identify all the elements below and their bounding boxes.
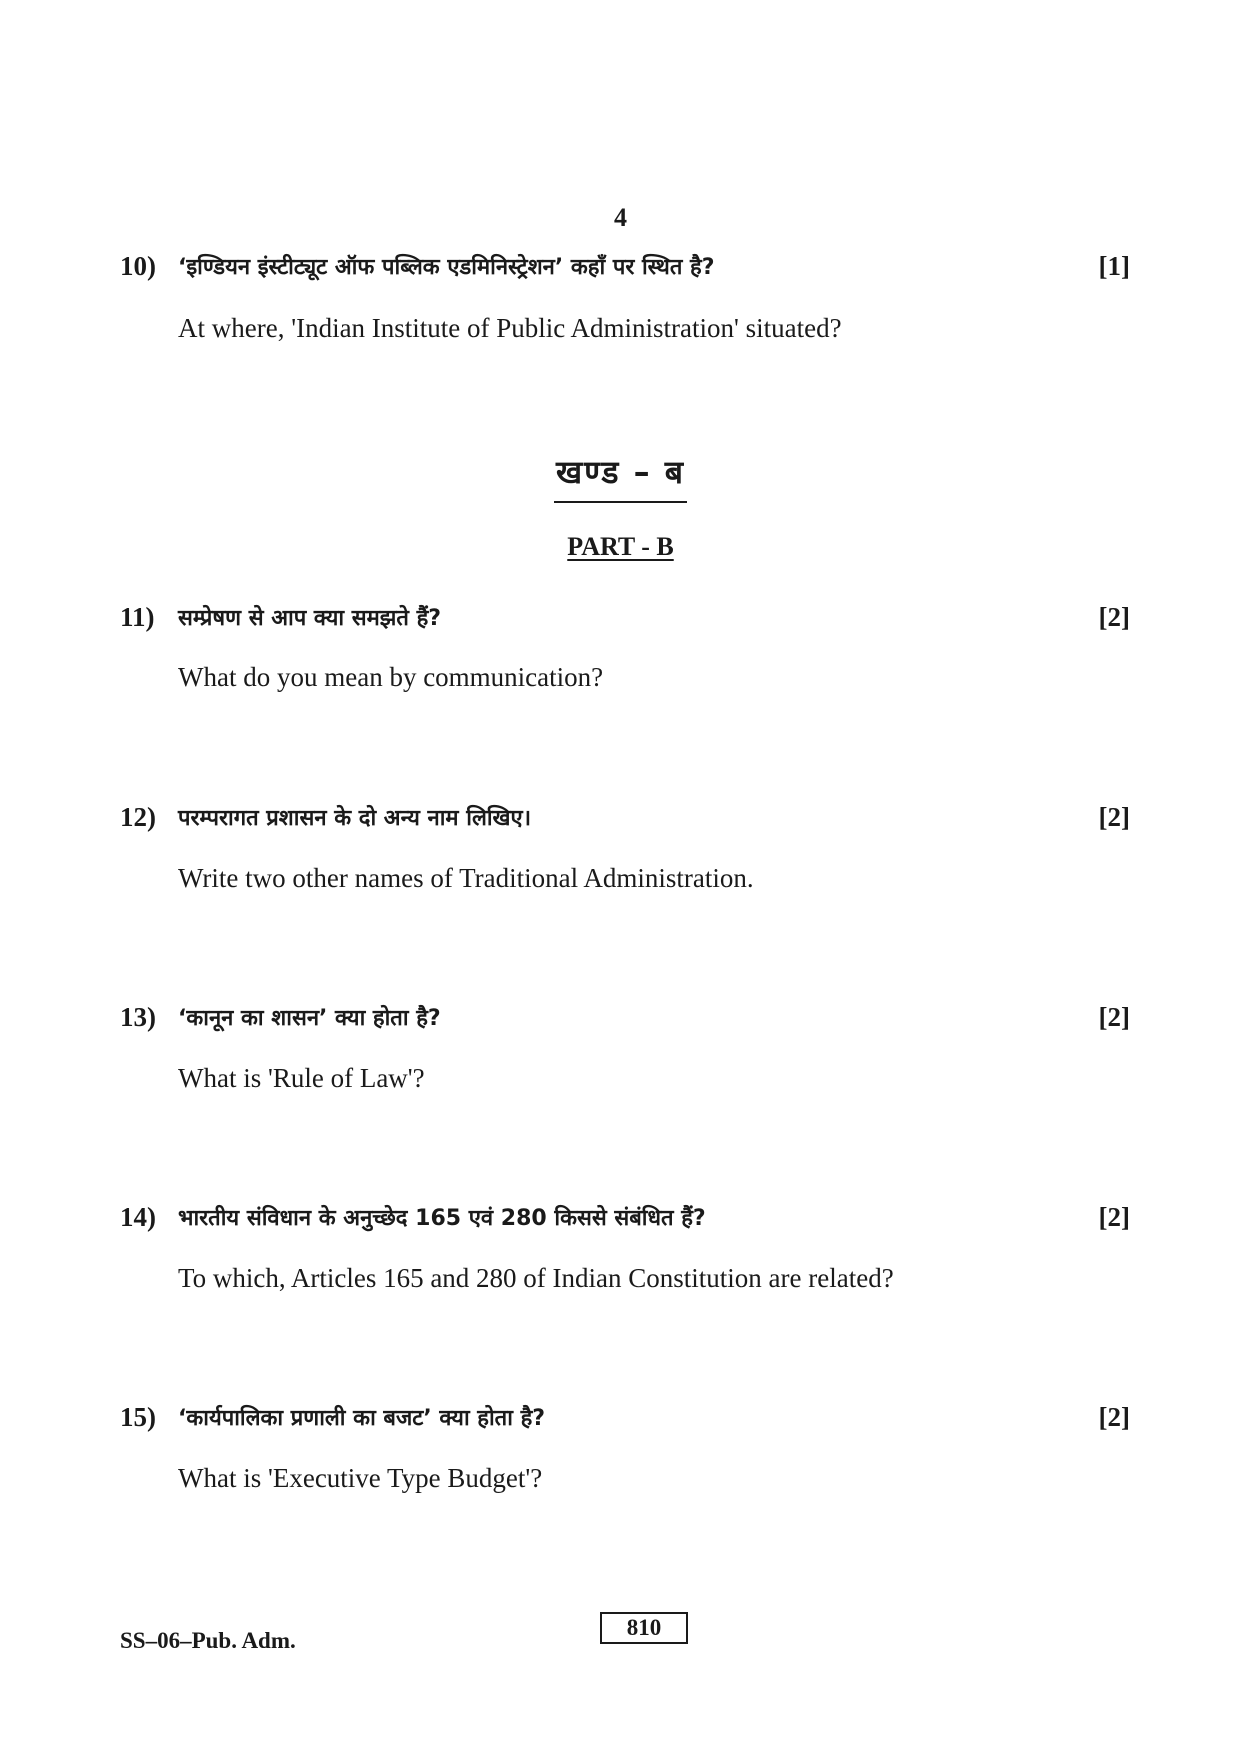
question-number: 13) bbox=[120, 1001, 156, 1032]
section-heading-hindi-text: खण्ड – ब bbox=[554, 450, 687, 503]
question-hindi-text: सम्प्रेषण से आप क्या समझते हैं? bbox=[178, 606, 442, 631]
question-hindi-text: ‘कानून का शासन’ क्या होता है? bbox=[178, 1006, 441, 1031]
question-number: 14) bbox=[120, 1201, 156, 1232]
question-hindi-text: ‘इण्डियन इंस्टीट्यूट ऑफ पब्लिक एडमिनिस्ट्रेशन’ कहाँ पर स्थित है? bbox=[178, 255, 715, 280]
section-heading-hindi bbox=[0, 450, 1241, 503]
question-marks: [2] bbox=[1098, 801, 1130, 832]
question-english-text: What is 'Rule of Law'? bbox=[178, 1063, 425, 1093]
question-marks: [2] bbox=[1098, 1001, 1130, 1032]
section-heading-english bbox=[0, 532, 1241, 562]
question-12-hindi-line bbox=[120, 797, 1130, 837]
question-hindi-text: ‘कार्यपालिका प्रणाली का बजट’ क्या होता है? bbox=[178, 1406, 546, 1431]
question-english-text: To which, Articles 165 and 280 of Indian Constitution are related? bbox=[178, 1263, 894, 1293]
question-english-text: At where, 'Indian Institute of Public Administration' situated? bbox=[178, 313, 842, 343]
question-number: 11) bbox=[120, 601, 155, 632]
paper-code: SS–06–Pub. Adm. bbox=[120, 1628, 296, 1653]
question-marks: [2] bbox=[1098, 601, 1130, 632]
paper-box-number: 810 bbox=[600, 1612, 688, 1644]
part-label-text: PART - B bbox=[567, 532, 674, 561]
question-marks: [1] bbox=[1098, 250, 1130, 281]
question-english-text: What do you mean by communication? bbox=[178, 662, 604, 692]
question-11-hindi-line bbox=[120, 597, 1130, 637]
question-hindi-text: परम्परागत प्रशासन के दो अन्य नाम लिखिए। bbox=[178, 806, 532, 831]
question-english-text: What is 'Executive Type Budget'? bbox=[178, 1463, 543, 1493]
question-english-text: Write two other names of Traditional Administration. bbox=[178, 863, 754, 893]
question-hindi-text: भारतीय संविधान के अनुच्छेद 165 एवं 280 किससे संबंधित हैं? bbox=[178, 1206, 706, 1231]
question-number: 15) bbox=[120, 1401, 156, 1432]
question-number: 12) bbox=[120, 801, 156, 832]
page-number: 4 bbox=[614, 203, 627, 232]
question-marks: [2] bbox=[1098, 1401, 1130, 1432]
question-10-hindi-line bbox=[120, 246, 1130, 286]
question-marks: [2] bbox=[1098, 1201, 1130, 1232]
question-13-hindi-line bbox=[120, 997, 1130, 1037]
question-15-hindi-line bbox=[120, 1397, 1130, 1437]
question-14-hindi-line bbox=[120, 1197, 1130, 1237]
question-number: 10) bbox=[120, 250, 156, 281]
